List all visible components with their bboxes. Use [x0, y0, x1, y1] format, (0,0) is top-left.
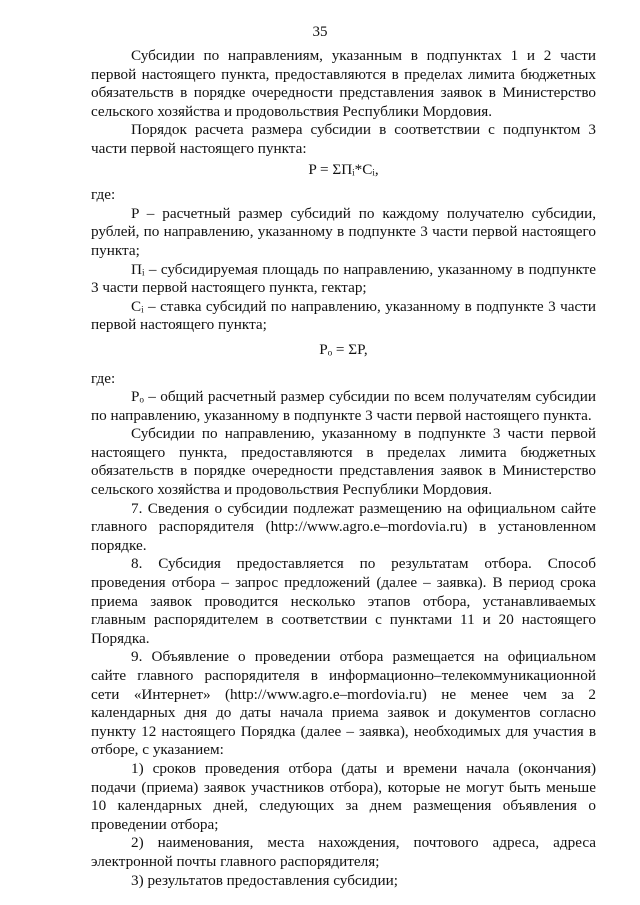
- formula: P = ΣПᵢ*Cᵢ,: [308, 160, 379, 178]
- definition: Пᵢ – субсидируемая площадь по направлению, указанному в подпункте 3 части первой настоящего пункта, гектар;: [91, 260, 596, 297]
- definition: P – расчетный размер субсидий по каждому получателю субсидии, рублей, по направлению, указанному в подпункте 3 части первой настоящего пункта;: [91, 204, 596, 259]
- where-label: где:: [91, 186, 116, 204]
- definition: Pₒ – общий расчетный размер субсидии по всем получателям субсидии по направлению, указанному в подпункте 3 части первой настоящего пункта.: [91, 388, 596, 424]
- paragraph: Субсидии по направлению, указанному в подпункте 3 части первой настоящего пункта, предоставляются в пределах лимита бюджетных обязательств в порядке очередности представления заявок в Министерство сельского хозяйства и продовольствия Республики Мордовия.: [91, 425, 596, 499]
- paragraph: Субсидии по направлениям, указанным в подпунктах 1 и 2 части первой настоящего пункта, предоставляются в пределах лимита бюджетных обязательств в порядке очередности представления заявок в Министерство сельского хозяйства и продовольствия Республики Мордовия.: [91, 47, 596, 120]
- paragraph: Порядок расчета размера субсидии в соответствии с подпунктом 3 части первой настоящего пункта:: [91, 121, 596, 157]
- where-label: где:: [91, 369, 116, 387]
- paragraph: 9. Объявление о проведении отбора размещается на официальном сайте главного распорядителя в информационно–телекоммуникационной сети «Интернет» (http://www.agro.e–mordovia.ru) не менее чем за 2 календарных дня до даты начала приема заявок и документов согласно пункту 12 настоящего Порядка (далее – заявка), необходимых для участия в отборе, с указанием:: [91, 648, 596, 759]
- paragraph: 8. Субсидия предоставляется по результатам отбора. Способ проведения отбора – запрос предложений (далее – заявка). В период срока приема заявок проводится несколько этапов отбора, устанавливаемых главным распорядителем в соответствии с пунктами 11 и 20 настоящего Порядка.: [91, 555, 596, 647]
- document-body: [91, 47, 596, 890]
- definition: Cᵢ – ставка субсидий по направлению, указанному в подпункте 3 части первой настоящего пункта;: [91, 297, 596, 334]
- list-item: 1) сроков проведения отбора (даты и времени начала (окончания) подачи (приема) заявок участников отбора), которые не могут быть меньше 10 календарных дней, следующих за днем размещения объявления о проведении отбора;: [91, 759, 596, 833]
- paragraph: 7. Сведения о субсидии подлежат размещению на официальном сайте главного распорядителя (http://www.agro.e–mordovia.ru) в установленном порядке.: [91, 499, 596, 554]
- list-item: 2) наименования, места нахождения, почтового адреса, адреса электронной почты главного распорядителя;: [91, 834, 596, 870]
- page-number: 35: [312, 24, 328, 40]
- formula: Pₒ = ΣP,: [319, 340, 368, 358]
- list-item: 3) результатов предоставления субсидии;: [131, 871, 398, 889]
